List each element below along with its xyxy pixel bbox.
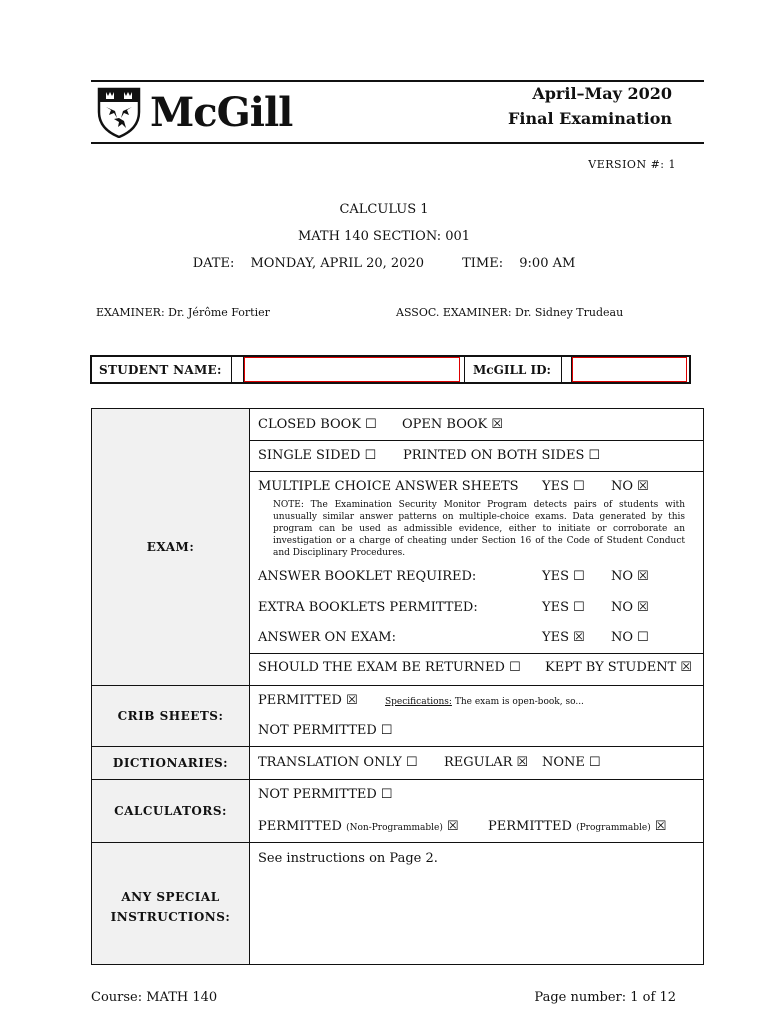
dictionary-none-option: NONE ☐ [542, 755, 601, 770]
exam-section-label: EXAM: [92, 409, 250, 685]
closed-book-option: CLOSED BOOK ☐ [258, 417, 377, 432]
security-monitor-note: NOTE: The Examination Security Monitor Program detects pairs of students with unusually similar answer patterns on multiple-choice exams. Data generated by this program can be used as admissible evidence, either to initiate or corroborate an investigation or a charge of cheating under Section 16 of the Code of Student Conduct and Disciplinary Procedures. [273, 500, 685, 558]
id-spacer [562, 357, 572, 382]
specifications-text: The exam is open-book, so... [454, 697, 584, 707]
date-label: DATE: [192, 256, 235, 271]
exam-type-title: Final Examination [508, 109, 672, 128]
extra-booklets-yes: YES ☐ [542, 600, 585, 615]
special-instructions-label [92, 842, 250, 964]
dictionary-translation-option: TRANSLATION ONLY ☐ [258, 755, 418, 770]
booklet-required-yes: YES ☐ [542, 569, 585, 584]
calculator-not-permitted-option: NOT PERMITTED ☐ [258, 787, 393, 802]
student-name-label: STUDENT NAME: [92, 357, 232, 382]
answer-on-exam-yes: YES ☒ [542, 630, 585, 645]
dictionary-regular-option: REGULAR ☒ [444, 755, 529, 770]
version-value: 1 [668, 158, 676, 171]
exam-date-time [0, 256, 768, 271]
special-instructions-text: See instructions on Page 2. [258, 851, 438, 866]
answer-on-exam-no: NO ☐ [611, 630, 649, 645]
divider [250, 440, 703, 441]
crib-not-permitted-option: NOT PERMITTED ☐ [258, 723, 393, 738]
mc-sheets-yes: YES ☐ [542, 479, 585, 494]
mcgill-id-field[interactable] [572, 357, 687, 382]
version-number [584, 158, 676, 171]
booklet-required-no: NO ☒ [611, 569, 649, 584]
answer-on-exam-question: ANSWER ON EXAM: [258, 630, 396, 645]
open-book-option: OPEN BOOK ☒ [402, 417, 504, 432]
special-label-line2: INSTRUCTIONS: [110, 910, 231, 924]
logo-wordmark: McGill [150, 88, 293, 136]
mcgill-logo [96, 86, 292, 138]
mcgill-crest-icon [96, 86, 142, 138]
version-label: VERSION #: [588, 158, 665, 171]
student-identification-row [90, 355, 691, 384]
permitted-word: PERMITTED [488, 819, 572, 834]
assoc-examiner: ASSOC. EXAMINER: Dr. Sidney Trudeau [396, 306, 624, 319]
footer-page-number: Page number: 1 of 12 [534, 990, 676, 1005]
time-label: TIME: [462, 256, 504, 271]
crib-sheets-label: CRIB SHEETS: [92, 685, 250, 746]
permitted-word: PERMITTED [258, 819, 342, 834]
crib-specifications [385, 697, 584, 707]
calculator-non-programmable-option [258, 819, 459, 834]
non-programmable-label: (Non-Programmable) [346, 823, 443, 833]
footer-course: Course: MATH 140 [91, 990, 218, 1005]
both-sides-option: PRINTED ON BOTH SIDES ☐ [403, 448, 601, 463]
mc-sheets-no: NO ☒ [611, 479, 649, 494]
course-title: CALCULUS 1 [339, 202, 429, 217]
time-value: 9:00 AM [519, 256, 576, 271]
calculator-programmable-option [488, 819, 667, 834]
divider [92, 746, 703, 747]
special-label-line1: ANY SPECIAL [121, 890, 220, 904]
exam-term: April–May 2020 [532, 84, 672, 103]
mcgill-id-label: McGILL ID: [464, 357, 562, 382]
specifications-label: Specifications: [385, 697, 452, 707]
exam-instructions-table [91, 408, 704, 965]
mc-sheets-question: MULTIPLE CHOICE ANSWER SHEETS [258, 479, 519, 494]
divider [92, 685, 703, 686]
divider [92, 842, 703, 843]
programmable-label: (Programmable) [576, 823, 651, 833]
non-programmable-checkbox: ☒ [447, 819, 459, 834]
examiner: EXAMINER: Dr. Jérôme Fortier [96, 306, 270, 319]
single-sided-option: SINGLE SIDED ☐ [258, 448, 377, 463]
exam-returned-option: SHOULD THE EXAM BE RETURNED ☐ [258, 660, 521, 675]
crib-permitted-option: PERMITTED ☒ [258, 693, 358, 708]
calculators-label: CALCULATORS: [92, 779, 250, 842]
student-name-field[interactable] [244, 357, 460, 382]
divider [92, 779, 703, 780]
booklet-required-question: ANSWER BOOKLET REQUIRED: [258, 569, 477, 584]
header-bottom-rule [91, 142, 704, 144]
divider [250, 653, 703, 654]
header-top-rule [91, 80, 704, 82]
date-value: MONDAY, APRIL 20, 2020 [250, 256, 424, 271]
course-code-section: MATH 140 SECTION: 001 [297, 229, 471, 244]
name-spacer [232, 357, 244, 382]
extra-booklets-question: EXTRA BOOKLETS PERMITTED: [258, 600, 478, 615]
extra-booklets-no: NO ☒ [611, 600, 649, 615]
programmable-checkbox: ☒ [654, 819, 667, 834]
divider [250, 471, 703, 472]
kept-by-student-option: KEPT BY STUDENT ☒ [545, 660, 693, 675]
dictionaries-label: DICTIONARIES: [92, 746, 250, 779]
